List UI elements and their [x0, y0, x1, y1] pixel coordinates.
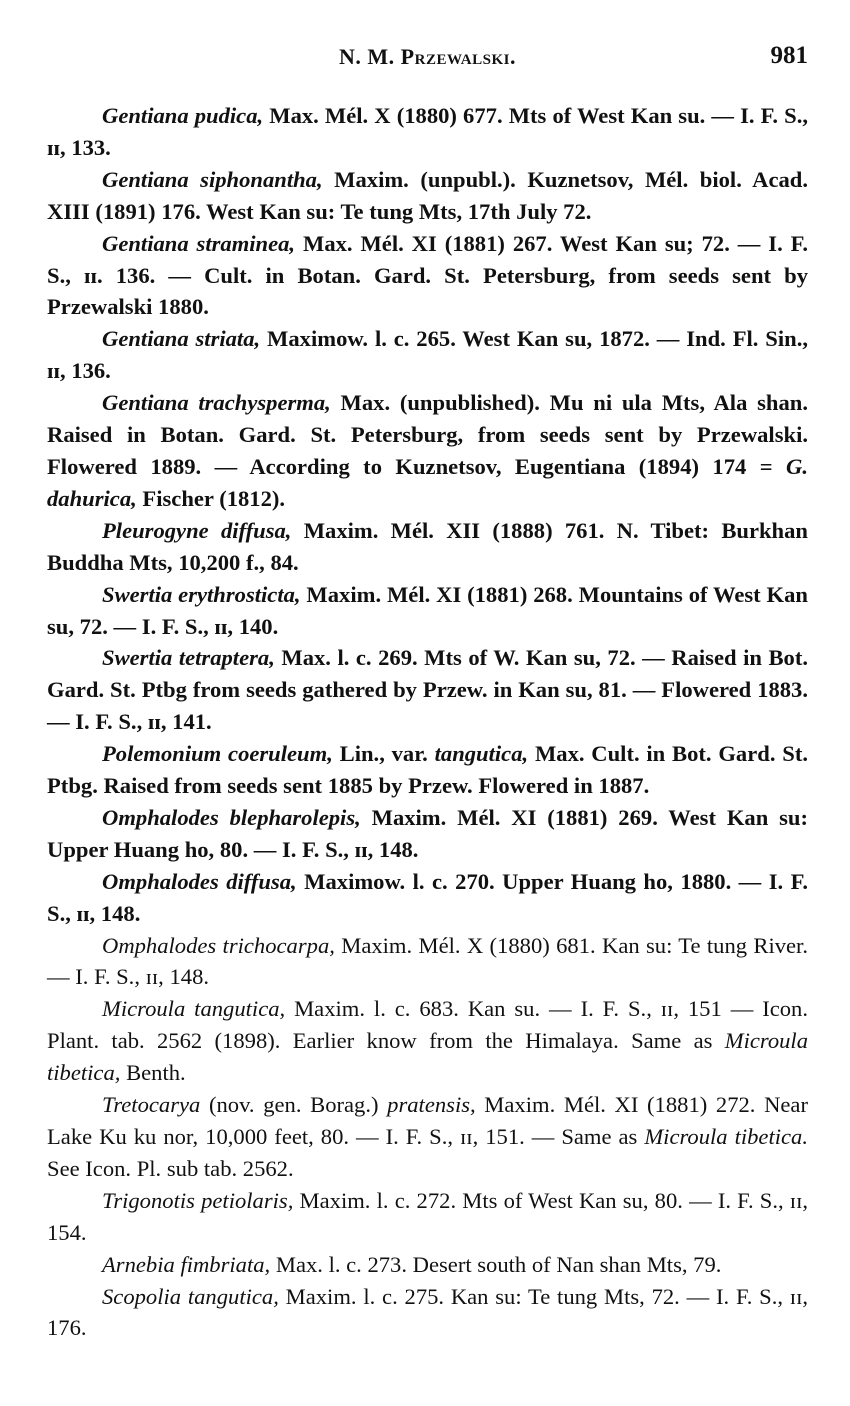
species-name: Polemonium coeruleum,: [102, 741, 333, 767]
species-entry: [47, 1249, 808, 1281]
species-name: Swertia tetraptera,: [102, 645, 275, 671]
entry-text: Maxim. l. c. 683. Kan su. — I. F. S., ɪɪ, 151 — Icon. Plant. tab. 2562 (1898). Earlier know from the Himalaya. Same as: [47, 996, 809, 1054]
entry-text: Benth.: [120, 1060, 186, 1086]
species-name: Arnebia fimbriata,: [102, 1251, 271, 1277]
species-name: Microula tangutica,: [102, 996, 286, 1022]
species-name: Gentiana trachysperma,: [102, 390, 331, 416]
italic-term: tangutica,: [434, 741, 529, 767]
entry-text: Max. Mél. X (1880) 677. Mts of West Kan su. — I. F. S., ɪɪ, 133.: [47, 103, 808, 160]
species-name: Gentiana siphonantha,: [102, 166, 323, 192]
entry-text: Max. l. c. 269. Mts of W. Kan su, 72. — Raised in Bot. Gard. St. Ptbg from seeds gathered by Przew. in Kan su, 81. — Flowered 1883. — I. F. S., ɪɪ, 141.: [47, 645, 808, 735]
species-name: Trigonotis petiolaris,: [102, 1187, 294, 1213]
species-name: Pleurogyne diffusa,: [102, 517, 292, 543]
species-entry: [47, 579, 808, 643]
entry-text: Max. Cult. in Bot. Gard. St. Ptbg. Raised from seeds sent 1885 by Przew. Flowered in 1887.: [47, 741, 808, 799]
italic-term: Microula tibetica.: [644, 1124, 808, 1149]
species-entry: [47, 866, 808, 930]
species-name: Omphalodes trichocarpa,: [102, 932, 335, 958]
species-entry: [47, 228, 808, 324]
species-entry: [47, 164, 808, 228]
entry-text: Maxim. l. c. 275. Kan su: Te tung Mts, 72. — I. F. S., ɪɪ, 176.: [47, 1283, 808, 1341]
entry-text: Maxim. Mél. XI (1881) 268. Mountains of West Kan su, 72. — I. F. S., ɪɪ, 140.: [47, 581, 808, 639]
species-name: Gentiana striata,: [102, 326, 261, 352]
species-entry: [47, 1281, 808, 1345]
species-name: Omphalodes diffusa,: [102, 868, 297, 894]
entry-text: Maxim. Mél. XI (1881) 269. West Kan su: Upper Huang ho, 80. — I. F. S., ɪɪ, 148.: [47, 804, 808, 862]
species-entry: [47, 1089, 808, 1185]
species-entry: [47, 323, 808, 387]
italic-term: pratensis,: [387, 1092, 476, 1118]
italic-term: G. dahurica,: [47, 453, 808, 511]
species-entry: [47, 515, 808, 579]
page-number: 981: [770, 42, 808, 69]
page-header: [47, 0, 808, 100]
entry-text: Maximow. l. c. 265. West Kan su, 1872. — Ind. Fl. Sin., ɪɪ, 136.: [47, 326, 808, 384]
species-entry: [47, 738, 808, 802]
species-name: Tretocarya: [102, 1092, 201, 1118]
entry-text: Max. (unpublished). Mu ni ula Mts, Ala shan. Raised in Botan. Gard. St. Petersburg, from seeds sent by Przewalski. Flowered 1889. — According to Kuznetsov, Eugentiana (1894) 174 =: [47, 390, 808, 479]
entry-text: See Icon. Pl. sub tab. 2562.: [47, 1155, 294, 1181]
species-entry: [47, 100, 808, 164]
entry-text: Max. l. c. 273. Desert south of Nan shan Mts, 79.: [270, 1251, 722, 1277]
species-entries: [47, 100, 808, 1344]
species-name: Omphalodes blepharolepis,: [102, 804, 361, 830]
species-entry: [47, 387, 808, 515]
entry-text: Maximow. l. c. 270. Upper Huang ho, 1880. — I. F. S., ɪɪ, 148.: [47, 868, 808, 926]
entry-text: Maxim. Mél. X (1880) 681. Kan su: Te tung River. — I. F. S., ɪɪ, 148.: [47, 932, 808, 990]
entry-text: (nov. gen. Borag.): [200, 1092, 388, 1118]
species-name: Gentiana straminea,: [102, 230, 296, 256]
species-name: Scopolia tangutica,: [102, 1283, 279, 1309]
species-entry: [47, 930, 808, 994]
species-entry: [47, 993, 808, 1089]
entry-text: Fischer (1812).: [136, 485, 286, 511]
entry-text: Maxim. l. c. 272. Mts of West Kan su, 80. — I. F. S., ɪɪ, 154.: [47, 1187, 808, 1245]
italic-term: Microula tibetica,: [47, 1028, 808, 1086]
running-head: N. M. Przewalski.: [339, 44, 516, 69]
species-name: Swertia erythrosticta,: [102, 581, 301, 607]
species-entry: [47, 1185, 808, 1249]
entry-text: Maxim. Mél. XII (1888) 761. N. Tibet: Burkhan Buddha Mts, 10,200 f., 84.: [47, 517, 808, 575]
entry-text: Maxim. Mél. XI (1881) 272. Near Lake Ku ku nor, 10,000 feet, 80. — I. F. S., ɪɪ, 151. — Same as: [47, 1092, 808, 1149]
entry-text: Lin., var.: [332, 741, 435, 767]
species-entry: [47, 642, 808, 738]
entry-text: Maxim. (unpubl.). Kuznetsov, Mél. biol. Acad. XIII (1891) 176. West Kan su: Te tung Mts, 17th July 72.: [47, 166, 808, 224]
entry-text: Max. Mél. XI (1881) 267. West Kan su; 72. — I. F. S., ɪɪ. 136. — Cult. in Botan. Gard. St. Petersburg, from seeds sent by Przewalski 1880.: [47, 230, 809, 320]
species-name: Gentiana pudica,: [102, 103, 264, 128]
species-entry: [47, 802, 808, 866]
